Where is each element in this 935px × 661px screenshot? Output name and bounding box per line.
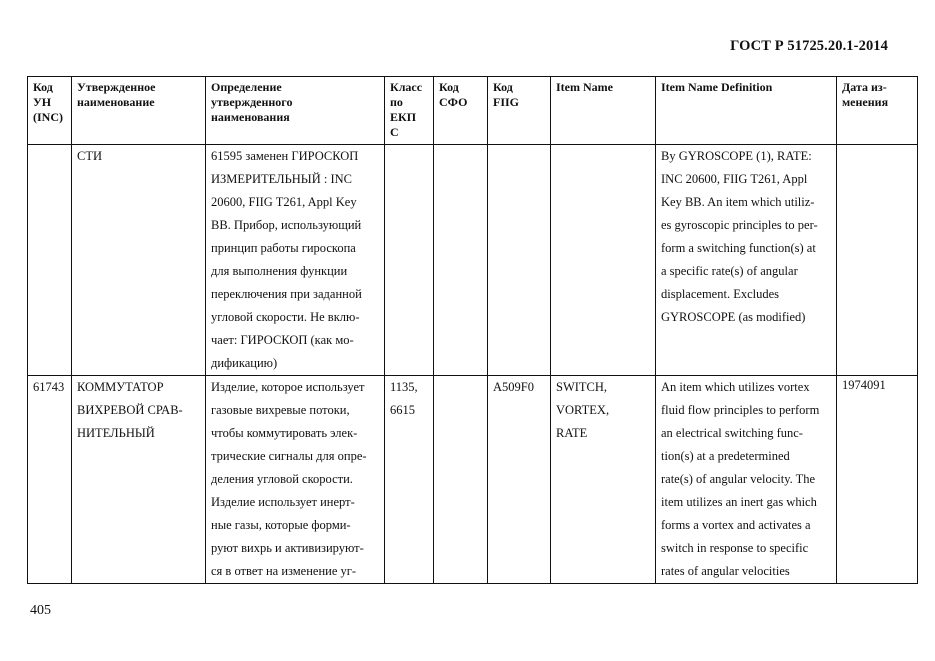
col-header-change-date: Дата из- менения xyxy=(837,77,918,145)
col-header-sfo-code: Код СФО xyxy=(434,77,488,145)
cell-fiig-code xyxy=(488,145,551,376)
col-header-fiig-code: Код FIIG xyxy=(488,77,551,145)
cell-definition-ru: Изделие, которое использует газовые вихревые потоки, чтобы коммутировать элек- трические сигналы для опре- деления угловой скорости. Изделие использует инерт- ные газы, которые форми- руют вихрь и активизируют- ся в ответ на изменение уг- xyxy=(206,376,385,584)
cell-approved-name: СТИ xyxy=(72,145,206,376)
table-header-row xyxy=(28,77,918,145)
cell-sfo-code xyxy=(434,145,488,376)
cell-ekps-class xyxy=(385,145,434,376)
cell-inc: 61743 xyxy=(28,376,72,584)
cell-change-date: 1974091 xyxy=(837,376,918,584)
col-header-ekps-class: Класс по ЕКП С xyxy=(385,77,434,145)
cell-approved-name: КОММУТАТОР ВИХРЕВОЙ СРАВ- НИТЕЛЬНЫЙ xyxy=(72,376,206,584)
cell-fiig-code: A509F0 xyxy=(488,376,551,584)
items-table xyxy=(27,76,918,584)
cell-sfo-code xyxy=(434,376,488,584)
cell-item-name: SWITCH, VORTEX, RATE xyxy=(551,376,656,584)
col-header-item-name: Item Name xyxy=(551,77,656,145)
cell-inc xyxy=(28,145,72,376)
col-header-approved-name: Утвержденное наименование xyxy=(72,77,206,145)
cell-item-name xyxy=(551,145,656,376)
col-header-definition: Определение утвержденного наименования xyxy=(206,77,385,145)
table-row xyxy=(28,145,918,376)
table-row xyxy=(28,376,918,584)
cell-change-date xyxy=(837,145,918,376)
cell-definition-ru: 61595 заменен ГИРОСКОП ИЗМЕРИТЕЛЬНЫЙ : INC 20600, FIIG T261, Appl Key BB. Прибор, использующий принцип работы гироскопа для выполнения функции переключения при заданной угловой скорости. Не вклю- чает: ГИРОСКОП (как мо- дификацию) xyxy=(206,145,385,376)
col-header-item-name-definition: Item Name Definition xyxy=(656,77,837,145)
cell-item-name-definition: By GYROSCOPE (1), RATE: INC 20600, FIIG T261, Appl Key BB. An item which utiliz- es gyroscopic principles to per- form a switching function(s) at a specific rate(s) of angular displacement. Excludes GYROSCOPE (as modified) xyxy=(656,145,837,376)
cell-item-name-definition: An item which utilizes vortex fluid flow principles to perform an electrical switching func- tion(s) at a predetermined rate(s) of angular velocity. The item utilizes an inert gas which forms a vortex and activates a switch in response to specific rates of angular velocities xyxy=(656,376,837,584)
col-header-inc: Код УН (INC) xyxy=(28,77,72,145)
cell-ekps-class: 1135, 6615 xyxy=(385,376,434,584)
document-code-header: ГОСТ Р 51725.20.1-2014 xyxy=(730,38,888,54)
page-number: 405 xyxy=(30,603,51,618)
